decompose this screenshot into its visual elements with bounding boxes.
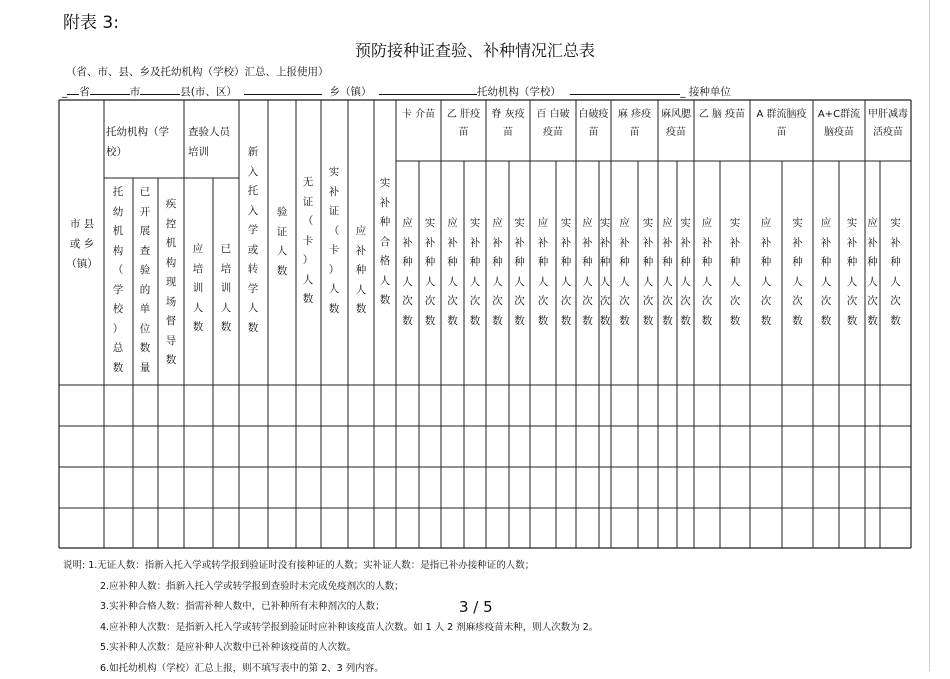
fill-tuoyou: 托幼机构（学校） — [477, 86, 561, 98]
vaccine-header: A+C群流脑疫苗 — [815, 104, 863, 142]
vaccine-header: 甲肝减毒活疫苗 — [867, 104, 909, 142]
trained-header: 已 培 训 人 数 — [218, 240, 234, 338]
region-header: 或 乡 — [62, 234, 102, 254]
fill-xian: 县(市、区） — [180, 86, 237, 98]
institution-group-header: 托幼机构（学校） — [106, 122, 184, 162]
vaccine-header: 百 白破 疫苗 — [532, 104, 574, 142]
fill-prefix: _ — [62, 86, 67, 98]
region-header: 市 县 — [62, 214, 102, 234]
should-doses-header: 应 补 种 人 次 数 — [617, 214, 633, 331]
vaccine-header: A 群流脑疫苗 — [752, 104, 811, 142]
should-doses-header: 应 补 种 人 次 数 — [758, 214, 774, 331]
vaccine-header: 乙 肝疫苗 — [443, 104, 484, 142]
should-doses-header: 应 补 种 人 次 数 — [699, 214, 715, 331]
region-header: （镇） — [62, 254, 102, 274]
reissued-cert-header: 实 补 证 （ 卡 ） 人 数 — [326, 163, 342, 319]
should-doses-header: 应 补 种 人 次 数 — [818, 214, 834, 331]
new-entrants-header: 新 入 托 入 学 或 转 学 人 数 — [245, 143, 261, 338]
verified-header: 验 证 人 数 — [274, 203, 290, 281]
institution-total-header: 托 幼 机 构 （ 学 校 ） 总 数 — [110, 183, 126, 378]
note-line: 2.应补种人数：指新入托入学或转学报到查验时未完成免疫剂次的人数； — [63, 577, 598, 598]
actual-doses-header: 实 补 种 人 次 数 — [844, 214, 860, 331]
note-line: 6.如托幼机构（学校）汇总上报，则不填写表中的第 2、3 列内容。 — [63, 659, 598, 679]
fill-suffix: _ 接种单位 — [680, 86, 731, 98]
training-group-header: 查验人员培训 — [188, 122, 238, 162]
should-doses-header: 应 补 种 人 次 数 — [535, 214, 551, 331]
annex-label: 附表 3: — [63, 8, 119, 33]
vaccine-header: 麻风腮疫苗 — [660, 104, 692, 142]
note-line: 4.应补种人次数：是指新入托入学或转学报到验证时应补种该疫苗人次数。如 1 人 2 剂麻疹疫苗未种，则人次数为 2。 — [63, 618, 598, 639]
actual-doses-header: 实 补 种 人 次 数 — [512, 214, 528, 331]
vaccine-header: 乙 脑 疫苗 — [696, 104, 748, 124]
cdc-supervision-header: 疾 控 机 构 现 场 督 导 数 — [163, 195, 179, 371]
should-doses-header: 应 补 种 人 次 数 — [490, 214, 506, 331]
should-doses-header: 应 补 种 人 次 数 — [580, 214, 596, 331]
actual-doses-header: 实 补 种 人 次 数 — [640, 214, 656, 331]
should-train-header: 应 培 训 人 数 — [190, 240, 206, 338]
actual-doses-header: 实 补 种 人 次 数 — [678, 214, 694, 331]
vaccine-header: 脊 灰疫苗 — [488, 104, 528, 142]
page-title: 预防接种证查验、补种情况汇总表 — [0, 38, 950, 61]
fill-sheng: 省 — [79, 86, 90, 98]
should-doses-header: 应 补 种 人 次 数 — [400, 214, 416, 331]
vaccine-header: 白破疫苗 — [578, 104, 609, 142]
institution-started-header: 已 开 展 查 验 的 单 位 数 量 — [137, 183, 153, 378]
vaccine-header: 麻 疹疫苗 — [613, 104, 656, 142]
vaccine-header: 卡 介苗 — [398, 104, 439, 124]
page-number: 3 / 5 — [459, 598, 493, 616]
supplement-qualified-header: 实 补 种 合 格 人 数 — [377, 174, 393, 311]
note-line: 3.实补种合格人数：指需补种人数中，已补种所有未种剂次的人数； — [63, 597, 598, 618]
note-line: 5.实补种人次数：是应补种人次数中已补种该疫苗的人次数。 — [63, 638, 598, 659]
actual-doses-header: 实 补 种 人 次 数 — [597, 214, 613, 331]
actual-doses-header: 实 补 种 人 次 数 — [558, 214, 574, 331]
no-cert-header: 无 证 （ 卡 ） 人 数 — [300, 173, 316, 310]
actual-doses-header: 实 补 种 人 次 数 — [422, 214, 438, 331]
fill-shi: 市 — [130, 86, 141, 98]
actual-doses-header: 实 补 种 人 次 数 — [727, 214, 743, 331]
actual-doses-header: 实 补 种 人 次 数 — [888, 214, 904, 331]
should-supplement-header: 应 补 种 人 数 — [353, 222, 369, 320]
actual-doses-header: 实 补 种 人 次 数 — [467, 214, 483, 331]
fill-xiang: 乡（镇） — [330, 86, 372, 98]
should-doses-header: 应 补 种 人 次 数 — [865, 214, 881, 331]
subtitle: （省、市、县、乡及托幼机构（学校）汇总、上报使用） — [66, 64, 329, 79]
should-doses-header: 应 补 种 人 次 数 — [660, 214, 676, 331]
should-doses-header: 应 补 种 人 次 数 — [445, 214, 461, 331]
notes-section — [63, 556, 598, 679]
actual-doses-header: 实 补 种 人 次 数 — [790, 214, 806, 331]
note-line: 说明: 1.无证人数：指新入托入学或转学报到验证时没有接种证的人数；实补证人数：是指已补办接种证的人数； — [63, 556, 598, 577]
